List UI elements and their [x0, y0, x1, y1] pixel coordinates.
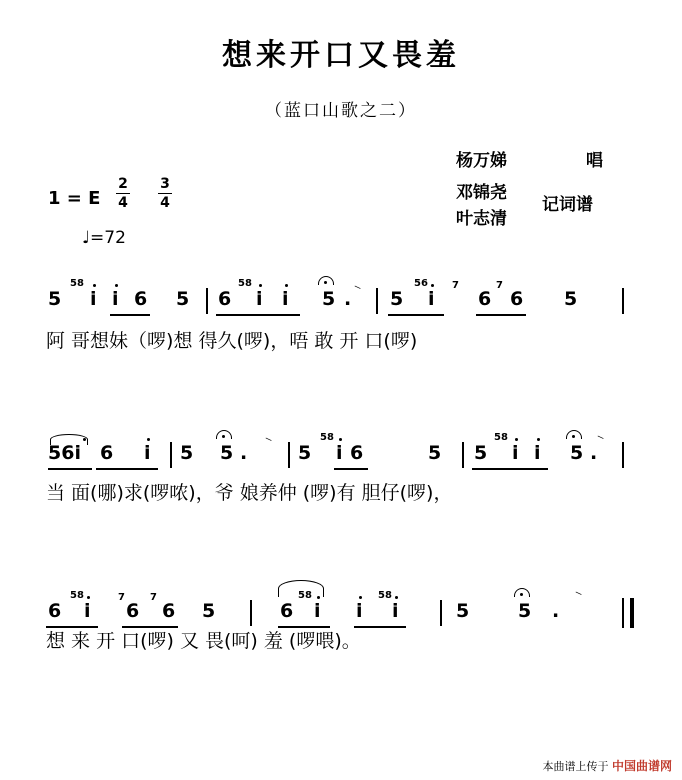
time-sig-2-bottom: 4 — [160, 195, 170, 211]
note: i — [356, 600, 363, 622]
singer-role: 唱 — [586, 151, 603, 171]
time-sig-1-top: 2 — [118, 176, 128, 192]
note: 5 — [570, 442, 584, 464]
note: 6 — [48, 600, 62, 622]
note: . — [344, 288, 352, 310]
note: . — [552, 600, 560, 622]
note: 6 — [134, 288, 148, 310]
note: i — [336, 442, 343, 464]
note: 5 — [176, 288, 190, 310]
recorder-name-2: 叶志清 — [456, 209, 507, 229]
note: 56i — [48, 442, 81, 464]
tempo-marking — [82, 228, 126, 248]
note: i — [392, 600, 399, 622]
note: 6 — [510, 288, 524, 310]
time-signature-1 — [116, 176, 130, 211]
notation-line-2: 56i 6 i 5 5 . ⸌ 5 58 i 6 5 5 58 i i 5 . ⸌ — [0, 436, 682, 476]
recorder-name-1: 邓锦尧 — [456, 183, 507, 203]
note: 5 — [202, 600, 216, 622]
notation-line-1: 58 5 i i 6 5 6 58 i i 5 . ⸌ 5 56 i 7 6 7 6 5 — [0, 282, 682, 322]
key-signature: 1 = E — [48, 188, 101, 209]
note: i — [256, 288, 263, 310]
note: i — [282, 288, 289, 310]
note: 6 — [100, 442, 114, 464]
note: 6 — [280, 600, 294, 622]
note: 5 — [518, 600, 532, 622]
note: 5 — [298, 442, 312, 464]
note: 6 — [350, 442, 364, 464]
tempo-value: =72 — [90, 228, 126, 248]
note: i — [144, 442, 151, 464]
note: . — [240, 442, 248, 464]
note: 5 — [220, 442, 234, 464]
time-sig-1-bottom: 4 — [118, 195, 128, 211]
note: 5 — [48, 288, 62, 310]
note: i — [314, 600, 321, 622]
note: i — [512, 442, 519, 464]
note: i — [534, 442, 541, 464]
note: i — [90, 288, 97, 310]
quarter-note-icon: ♩ — [82, 228, 91, 248]
note: i — [84, 600, 91, 622]
singer-name: 杨万娣 — [456, 151, 507, 171]
note: 6 — [478, 288, 492, 310]
note: 6 — [162, 600, 176, 622]
time-signature-2 — [158, 176, 172, 211]
song-subtitle: （蓝口山歌之二） — [265, 101, 417, 121]
upload-text: 本曲谱上传于 — [542, 760, 609, 773]
note: 5 — [322, 288, 336, 310]
note: 5 — [428, 442, 442, 464]
note: i — [428, 288, 435, 310]
note: . — [590, 442, 598, 464]
note: 5 — [474, 442, 488, 464]
note: 5 — [564, 288, 578, 310]
note: i — [112, 288, 119, 310]
upload-source — [542, 757, 672, 774]
site-logo[interactable]: 中国曲谱网 — [611, 759, 672, 773]
note: 6 — [126, 600, 140, 622]
note: 5 — [180, 442, 194, 464]
notation-line-3: 6 58 i 7 6 7 6 5 6 58 i i 58 i 5 5 . ⸌ — [0, 594, 682, 634]
note: 5 — [390, 288, 404, 310]
recorder-role: 记词谱 — [542, 195, 593, 215]
time-sig-2-top: 3 — [160, 176, 170, 192]
song-title: 想来开口又畏羞 — [222, 38, 460, 73]
lyrics-line-1: 阿 哥想妹（啰)想 得久(啰)，唔 敢 开 口(啰) — [46, 330, 418, 352]
note: 6 — [218, 288, 232, 310]
note: 5 — [456, 600, 470, 622]
lyrics-line-2: 当 面(哪)求(啰哝)，爷 娘养仲 (啰)有 胆仔(啰)， — [46, 482, 453, 504]
lyrics-line-3: 想 来 开 口(啰) 又 畏(呵) 羞 (啰喂)。 — [46, 630, 361, 652]
